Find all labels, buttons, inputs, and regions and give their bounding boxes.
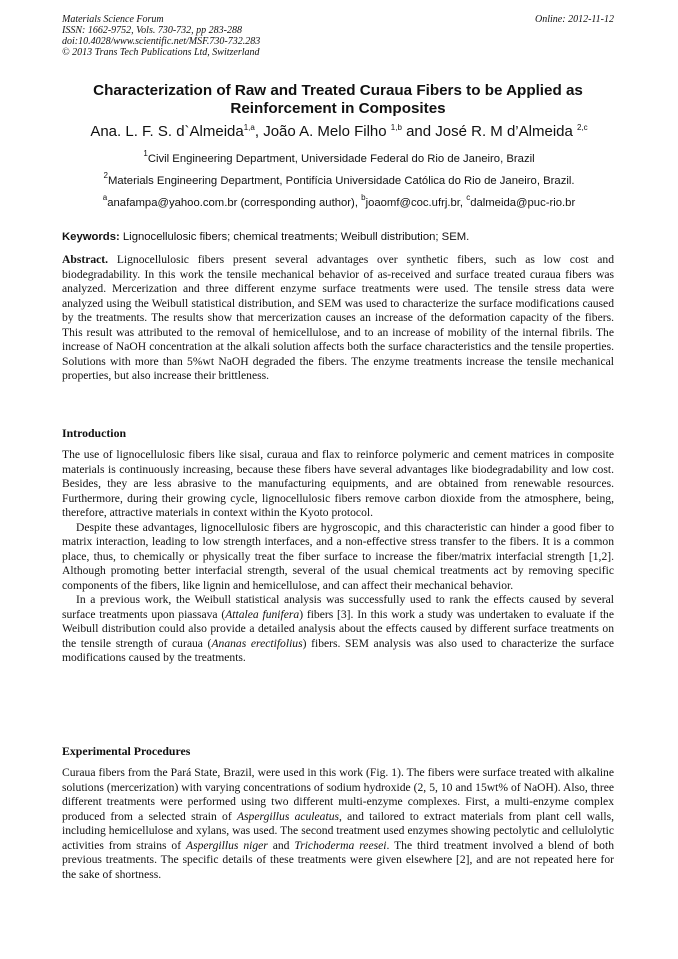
species-name: Trichoderma reesei [294,838,387,852]
email-b[interactable]: joaomf@coc.ufrj.br, [365,197,467,209]
text-run: and [267,838,295,852]
abstract-text: Lignocellulosic fibers present several advantages over synthetic fibers, such as low cost and biodegradability. In this work the tensile mechanical behavior of as-received and surface treated curaua fibers was analyzed. Mercerization and three different enzyme surface treatments were used. The tensile stress data were analyzed using the Weibull statistical distribution, and SEM was used to characterize the surface modifications caused by the treatments. The results show that mercerization causes an increase of the deformation capacity of the fibers. This result was attributed to the removal of hemicellulose, and to an increase of mobility of the internal fibrils. The increase of NaOH concentration at the alkali solution affects both the surface characteristics and the tensile properties. Solutions with more than 5%wt NaOH degraded the fibers. The enzyme treatments increase the tensile mechanical properties, but also increase their brittleness. [62,253,614,382]
author-affiliation-mark: 1,b [390,123,402,132]
author-name: Ana. L. F. S. d`Almeida [90,123,244,140]
email-a[interactable]: anafampa@yahoo.com.br (corresponding author), [107,197,362,209]
author-name: José R. M d’Almeida [435,123,577,140]
paper-title: Characterization of Raw and Treated Curaua Fibers to be Applied as Reinforcement in Composites [93,82,583,117]
affiliation-1 [40,149,638,166]
journal-header [62,14,260,58]
author-emails [40,193,638,210]
author-separator: and [401,123,436,140]
text-run: . The third treatment involved a blend of both previous treatments. The specific details of these treatments were given elsewhere [2], and are not repeated here for the sake of shortness. [62,838,614,881]
affiliation-mark: 1 [143,149,148,158]
author-list [40,123,638,141]
text-run: In a previous work, the Weibull statistical analysis was successfully used to rank the effects caused by several surface treatments upon piassava ( [62,593,614,621]
journal-name: Materials Science Forum [62,14,164,25]
text-run: ) fibers. SEM analysis was also used to characterize the surface modifications caused by the treatments. [62,636,615,664]
species-name: Ananas erectifolius [211,636,303,650]
species-name: Aspergillus aculeatus [236,809,340,823]
author-separator: , [254,123,264,140]
abstract-label: Abstract. [62,253,109,266]
introduction-section [62,448,614,666]
affiliation-text: Civil Engineering Department, Universidade Federal do Rio de Janeiro, Brazil [147,153,535,165]
text-run: Curaua fibers from the Pará State, Brazil, were used in this work (Fig. 1). The fibers were surface treated with alkaline solutions (mercerization) with varying concentrations of sodium hydroxide (2, 5, 10 and 15wt% of NaOH). Also, three different treatments were performed using two different multi-enzyme complexes. First, a multi-enzyme complex produced from a selected strain of [62,766,614,823]
doi-line[interactable]: doi:10.4028/www.scientific.net/MSF.730-732.283 [62,36,261,47]
abstract [62,253,614,384]
author-affiliation-mark: 2,c [577,123,588,132]
author-name: João A. Melo Filho [263,123,391,140]
introduction-paragraph-1: The use of lignocellulosic fibers like sisal, curaua and flax to reinforce polymeric and cement matrices in composite materials is continuously increasing, because these fibers have several advantages like biodegradability and low cost. Besides, they are less abrasive to the manufacturing equipments, and are obtained from renewable resources. Furthermore, during their growing cycle, lignocellulosic fibers remove carbon dioxide from the atmosphere, being, therefore, attractive materials in context within the Kyoto protocol. [62,448,614,519]
experimental-paragraph-1 [62,766,614,882]
species-name: Aspergillus niger [186,838,268,852]
text-run: ) fibers [3]. In this work a study was undertaken to evaluate if the Weibull distribution could also provide a detailed analysis about the effects caused by different surface treatments on the tensile strength of curaua ( [62,607,614,650]
text-run: , and tailored to extract materials from plant cell walls, including hemicellulose and xylans, was used. The second treatment used enzymes showing pectolytic and cellulolytic activities from strains of [62,809,614,852]
email-mark: b [361,193,366,202]
email-mark: a [102,193,108,202]
keywords-text: Lignocellulosic fibers; chemical treatments; Weibull distribution; SEM. [119,231,470,243]
affiliation-mark: 2 [103,171,108,180]
introduction-heading: Introduction [62,426,127,440]
species-name: Attalea funifera [225,607,300,621]
keywords-label: Keywords: [62,231,120,243]
copyright-line: © 2013 Trans Tech Publications Ltd, Switzerland [62,47,260,58]
experimental-section [62,766,614,882]
introduction-paragraph-2: Despite these advantages, lignocellulosic fibers are hygroscopic, and this characteristic can hinder a good fiber to matrix interaction, leading to low strength interfaces, and a non-effective stress transfer to the fibers. It is a common place, thus, to chemically or physically treat the fiber surface to increase the fiber/matrix interfacial strength [1,2]. Although promoting better interfacial strength, several of the usual chemical treatments act by removing specific components of the fibers, like lignin and hemicellulose, and can affect their mechanical behavior. [62,520,614,592]
email-c[interactable]: dalmeida@puc-rio.br [470,197,576,209]
author-affiliation-mark: 1,a [243,123,255,132]
online-date: Online: 2012-11-12 [535,14,614,25]
affiliation-text: Materials Engineering Department, Pontifícia Universidade Católica do Rio de Janeiro, Brazil. [107,175,575,187]
experimental-heading: Experimental Procedures [62,744,191,758]
issn-line: ISSN: 1662-9752, Vols. 730-732, pp 283-288 [62,25,242,36]
keywords [62,230,614,244]
affiliation-2 [40,171,638,188]
email-mark: c [466,193,471,202]
introduction-paragraph-3 [62,593,614,666]
